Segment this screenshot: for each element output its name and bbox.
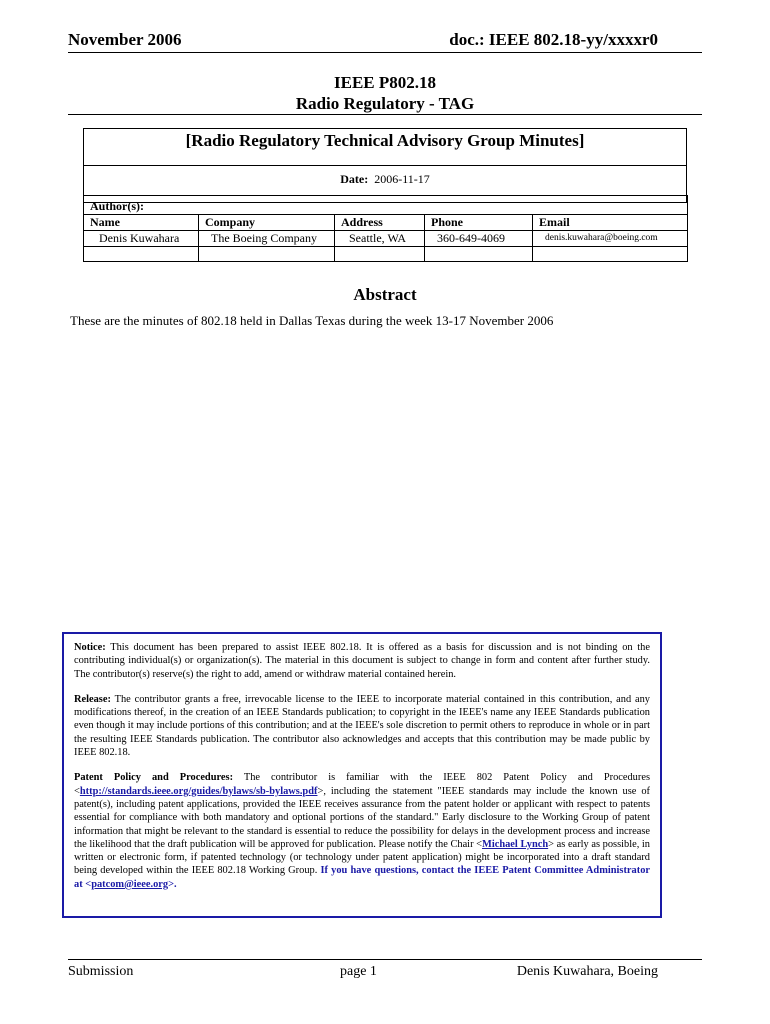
header-date: November 2006 xyxy=(68,30,182,49)
patent-contact-text: If you have questions, contact the IEEE Patent Committee Administrator at < xyxy=(74,865,651,890)
author-name: Denis Kuwahara xyxy=(84,231,199,247)
column-header-phone: Phone xyxy=(425,215,533,231)
header-doc-id: doc.: IEEE 802.18-yy/xxxxr0 xyxy=(449,30,658,49)
notice-box xyxy=(62,632,662,918)
abstract-text: These are the minutes of 802.18 held in Dallas Texas during the week 13-17 November 2006 xyxy=(70,313,554,328)
footer-author: Denis Kuwahara, Boeing xyxy=(516,964,658,979)
patent-contact-end: >. xyxy=(168,878,177,890)
authors-table xyxy=(83,195,688,262)
meeting-info-table xyxy=(83,128,687,203)
authors-header-row xyxy=(84,215,688,231)
column-header-address: Address xyxy=(335,215,425,231)
patent-text-3: > as early as possible, in written or electronic form, if patented technology (or technology under patent application) might be incorporated into a draft standard being developed within the IEEE 802.18 Working Group. xyxy=(74,838,650,877)
patent-label: Patent Policy and Procedures: xyxy=(74,772,234,784)
date-value: 2006-11-17 xyxy=(374,172,430,186)
document-title xyxy=(68,72,702,114)
abstract-heading: Abstract xyxy=(353,285,417,304)
footer-submission: Submission xyxy=(68,964,134,979)
patent-text-2: >, including the statement "IEEE standards may include the known use of patent(s), including patent applications, provided the IEEE receives assurance from the patent holder or applicant with respect to patents essential for compliance with both mandatory and optional portions of the standard." Early disclosure to the Working Group of patent information that might be relevant to the standard is essential to reduce the possibility for delays in the development process and increase the likelihood that the draft publication will be approved for publication. Please notify the Chair < xyxy=(74,785,650,850)
release-text: The contributor grants a free, irrevocable license to the IEEE to incorporate material contained in this contribution, and any modifications thereof, in the creation of an IEEE Standards publication; to copyright in the IEEE's name any IEEE Standards publication even though it may include portions of this contribution; and at the IEEE's sole discretion to permit others to reproduce in whole or in part the resulting IEEE Standards publication. The contributor also acknowledges and accepts that this contribution may be made public by IEEE 802.18. xyxy=(74,693,650,759)
author-email: denis.kuwahara@boeing.com xyxy=(533,231,688,247)
bylaws-link[interactable]: http://standards.ieee.org/guides/bylaws/sb-bylaws.pdf xyxy=(79,785,318,797)
page-footer xyxy=(68,959,702,986)
notice-label: Notice: xyxy=(74,642,106,653)
column-header-name: Name xyxy=(84,215,199,231)
release-paragraph xyxy=(74,693,650,759)
title-divider xyxy=(68,114,702,115)
author-company: The Boeing Company xyxy=(199,231,335,247)
notice-text: This document has been prepared to assist IEEE 802.18. It is offered as a basis for discussion and is not binding on the contributing individual(s) or organization(s). The material in this document is subject to change in form and content after further study. The contributor(s) reserve(s) the right to add, amend or withdraw material contained herein. xyxy=(74,642,650,680)
title-line-2: Radio Regulatory - TAG xyxy=(295,94,475,113)
table-row-empty xyxy=(84,247,688,262)
table-row xyxy=(84,231,688,247)
authors-caption: Author(s): xyxy=(84,196,688,215)
author-address: Seattle, WA xyxy=(335,231,425,247)
chair-link[interactable]: Michael Lynch xyxy=(482,838,549,850)
date-label: Date: xyxy=(340,172,369,186)
page-header xyxy=(68,30,702,53)
meeting-title: [Radio Regulatory Technical Advisory Group Minutes] xyxy=(84,129,687,166)
footer-page-number: page 1 xyxy=(340,964,377,979)
column-header-company: Company xyxy=(199,215,335,231)
column-header-email: Email xyxy=(533,215,688,231)
patent-paragraph xyxy=(74,771,650,891)
title-line-1: IEEE P802.18 xyxy=(333,73,437,92)
release-label: Release: xyxy=(74,693,111,705)
notice-paragraph xyxy=(74,641,650,681)
patent-text-1: The contributor is familiar with the IEEE 802 Patent Policy and Procedures < xyxy=(74,772,650,797)
patcom-email-link[interactable]: patcom@ieee.org xyxy=(91,878,169,890)
author-phone: 360-649-4069 xyxy=(425,231,533,247)
